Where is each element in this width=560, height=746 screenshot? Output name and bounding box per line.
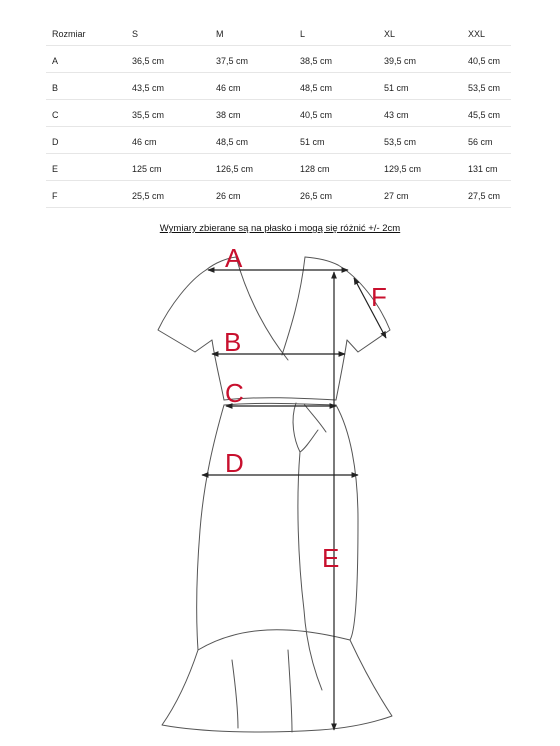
label-f: F xyxy=(371,282,387,312)
cell-value: 25,5 cm xyxy=(132,191,165,201)
row-label: D xyxy=(52,137,59,147)
label-a: A xyxy=(225,243,243,273)
table-row xyxy=(46,99,511,127)
cell-value: 27 cm xyxy=(384,191,409,201)
label-d: D xyxy=(225,448,244,478)
cell-value: 39,5 cm xyxy=(384,56,417,66)
header-size-label: Rozmiar xyxy=(52,29,86,39)
cell-value: 26 cm xyxy=(216,191,241,201)
dress-diagram xyxy=(0,240,560,746)
cell-value: 126,5 cm xyxy=(216,164,254,174)
cell-value: 40,5 cm xyxy=(468,56,501,66)
label-b: B xyxy=(224,327,242,357)
cell-value: 51 cm xyxy=(384,83,409,93)
header-xl: XL xyxy=(384,29,396,39)
cell-value: 38 cm xyxy=(216,110,241,120)
label-c: C xyxy=(225,378,244,408)
table-row xyxy=(46,153,511,181)
cell-value: 131 cm xyxy=(468,164,498,174)
header-m: M xyxy=(216,29,224,39)
table-row xyxy=(46,126,511,154)
cell-value: 46 cm xyxy=(216,83,241,93)
label-e: E xyxy=(322,543,340,573)
cell-value: 56 cm xyxy=(468,137,493,147)
cell-value: 51 cm xyxy=(300,137,325,147)
measurement-note: Wymiary zbierane są na płasko i mogą się różnić +/- 2cm xyxy=(159,223,401,234)
row-label: E xyxy=(52,164,59,174)
header-s: S xyxy=(132,29,139,39)
table-row xyxy=(46,72,511,100)
cell-value: 26,5 cm xyxy=(300,191,333,201)
header-xxl: XXL xyxy=(468,29,486,39)
dress-outline xyxy=(158,257,392,732)
cell-value: 43 cm xyxy=(384,110,409,120)
cell-value: 128 cm xyxy=(300,164,330,174)
row-label: F xyxy=(52,191,58,201)
table-row xyxy=(46,45,511,73)
cell-value: 48,5 cm xyxy=(300,83,333,93)
cell-value: 46 cm xyxy=(132,137,157,147)
cell-value: 129,5 cm xyxy=(384,164,422,174)
table-row xyxy=(46,180,511,208)
row-label: A xyxy=(52,56,59,66)
cell-value: 38,5 cm xyxy=(300,56,333,66)
cell-value: 53,5 cm xyxy=(384,137,417,147)
row-label: C xyxy=(52,110,59,120)
cell-value: 35,5 cm xyxy=(132,110,165,120)
table-header-row xyxy=(46,18,511,46)
cell-value: 43,5 cm xyxy=(132,83,165,93)
row-label: B xyxy=(52,83,59,93)
cell-value: 125 cm xyxy=(132,164,162,174)
cell-value: 40,5 cm xyxy=(300,110,333,120)
cell-value: 36,5 cm xyxy=(132,56,165,66)
cell-value: 53,5 cm xyxy=(468,83,501,93)
header-l: L xyxy=(300,29,306,39)
cell-value: 45,5 cm xyxy=(468,110,501,120)
cell-value: 48,5 cm xyxy=(216,137,249,147)
cell-value: 37,5 cm xyxy=(216,56,249,66)
cell-value: 27,5 cm xyxy=(468,191,501,201)
